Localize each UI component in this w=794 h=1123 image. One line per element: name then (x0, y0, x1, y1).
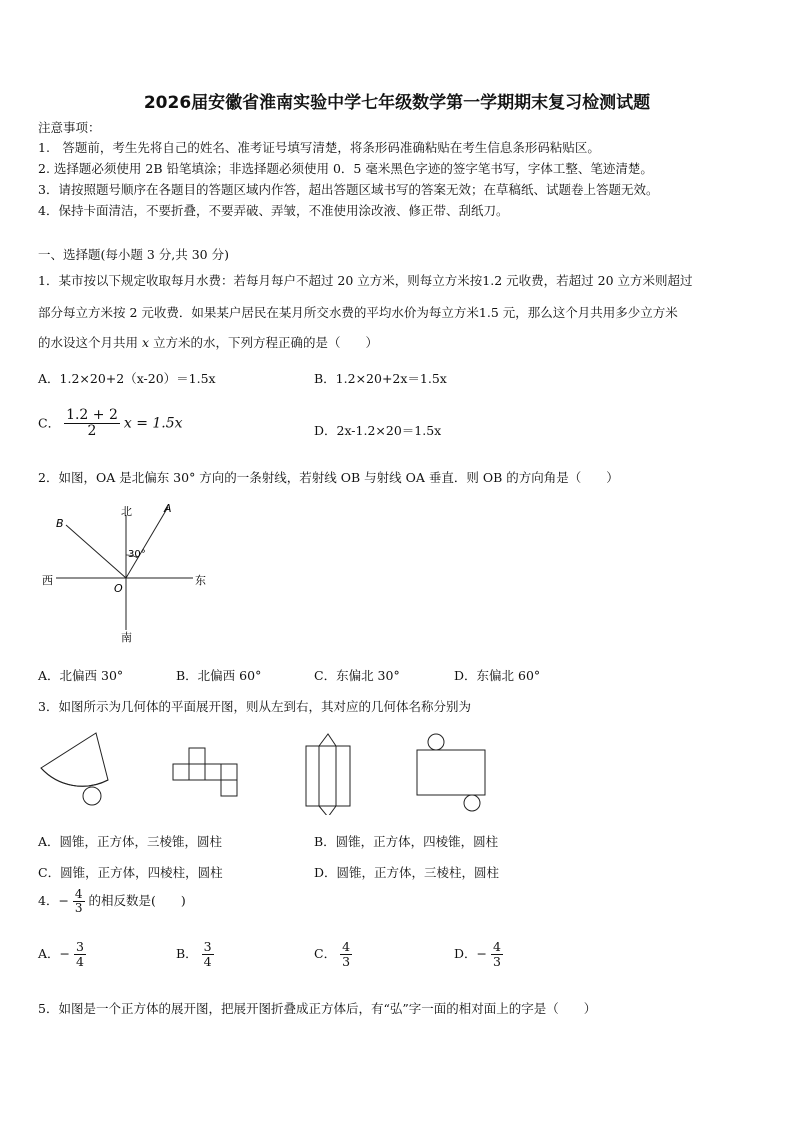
label-angle: 30° (128, 549, 146, 560)
q1-stem-line2: 部分每立方米按 2 元收费．如果某户居民在某月所交水费的平均水价为每立方米1.5 元，那么这个月共用多少立方米 (38, 305, 678, 320)
label-east: 东 (195, 574, 206, 587)
q4-stem: 4．− $\frac{4}{3}$ 的相反数是( ) (38, 887, 186, 916)
q4-option-b: B． $\frac{3}{4}$ (176, 939, 212, 969)
page-title: 2026届安徽省淮南实验中学七年级数学第一学期期末复习检测试题 (143, 93, 651, 113)
q3-nets-figure (36, 730, 496, 815)
q1-option-a: A．1.2×20+2（x-20）＝1.5x (38, 371, 216, 386)
q3-option-d: D．圆锥，正方体，三棱柱，圆柱 (314, 865, 500, 880)
q1-stem-line3: 的水设这个月共用 x 立方米的水，下列方程正确的是（ ） (38, 335, 379, 350)
q4-option-d: D．− $\frac{4}{3}$ (454, 939, 501, 969)
notice-item-3: 3．请按照题号顺序在各题目的答题区域内作答，超出答题区域书写的答案无效；在草稿纸、试题卷上答题无效。 (38, 182, 659, 197)
label-a: A (164, 502, 172, 515)
q3-stem: 3．如图所示为几何体的平面展开图，则从左到右，其对应的几何体名称分别为 (38, 699, 471, 714)
notice-item-2: 2. 选择题必须使用 2B 铅笔填涂；非选择题必须使用 0．5 毫米黑色字迹的签字笔书写，字体工整、笔迹清楚。 (38, 161, 653, 176)
q4-option-a: A．− $\frac{3}{4}$ (38, 939, 84, 969)
q3-option-b: B．圆锥，正方体，四棱锥，圆柱 (314, 834, 499, 849)
notice-item-1: 1. 答题前，考生先将自己的姓名、准考证号填写清楚，将条形码准确粘贴在考生信息条形码粘贴区。 (38, 140, 600, 155)
q3-option-a: A．圆锥，正方体，三棱锥，圆柱 (38, 834, 223, 849)
cube-net (173, 748, 237, 796)
section-heading: 一、选择题(每小题 3 分,共 30 分) (38, 247, 229, 262)
q2-option-b: B．北偏西 60° (176, 668, 262, 683)
prism-net (306, 734, 350, 815)
label-b: B (56, 517, 64, 530)
q3-option-c: C．圆锥，正方体，四棱柱，圆柱 (38, 865, 223, 880)
ray-oa (126, 507, 168, 578)
label-south: 南 (121, 631, 132, 644)
q1-option-d: D．2x-1.2×20＝1.5x (314, 423, 442, 438)
cone-net (41, 733, 108, 805)
q2-option-d: D．东偏北 60° (454, 668, 541, 683)
label-north: 北 (121, 505, 132, 518)
q4-option-c: C． $\frac{4}{3}$ (314, 939, 351, 969)
notice-item-4: 4．保持卡面清洁，不要折叠，不要弄破、弄皱，不准使用涂改液、修正带、刮纸刀。 (38, 203, 509, 218)
q2-direction-figure (38, 495, 218, 645)
label-west: 西 (42, 574, 53, 587)
q5-stem: 5．如图是一个正方体的展开图，把展开图折叠成正方体后，有“弘”字一面的相对面上的字是（ ） (38, 1001, 597, 1016)
ray-ob (66, 525, 126, 578)
q1-option-c: C． $\frac{1.2 + 2}{2}$ x = 1.5x (38, 407, 183, 440)
q1-stem-line1: 1．某市按以下规定收取每月水费：若每月每户不超过 20 立方米，则每立方米按1.2 元收费，若超过 20 立方米则超过 (38, 273, 693, 288)
notice-heading: 注意事项： (38, 120, 101, 135)
q2-stem: 2．如图，OA 是北偏东 30° 方向的一条射线，若射线 OB 与射线 OA 垂直．则 OB 的方向角是（ ） (38, 470, 619, 485)
q2-option-c: C．东偏北 30° (314, 668, 400, 683)
q2-option-a: A．北偏西 30° (38, 668, 124, 683)
q1-option-b: B．1.2×20+2x＝1.5x (314, 371, 447, 386)
label-o: O (114, 582, 123, 595)
cylinder-net (417, 734, 485, 811)
